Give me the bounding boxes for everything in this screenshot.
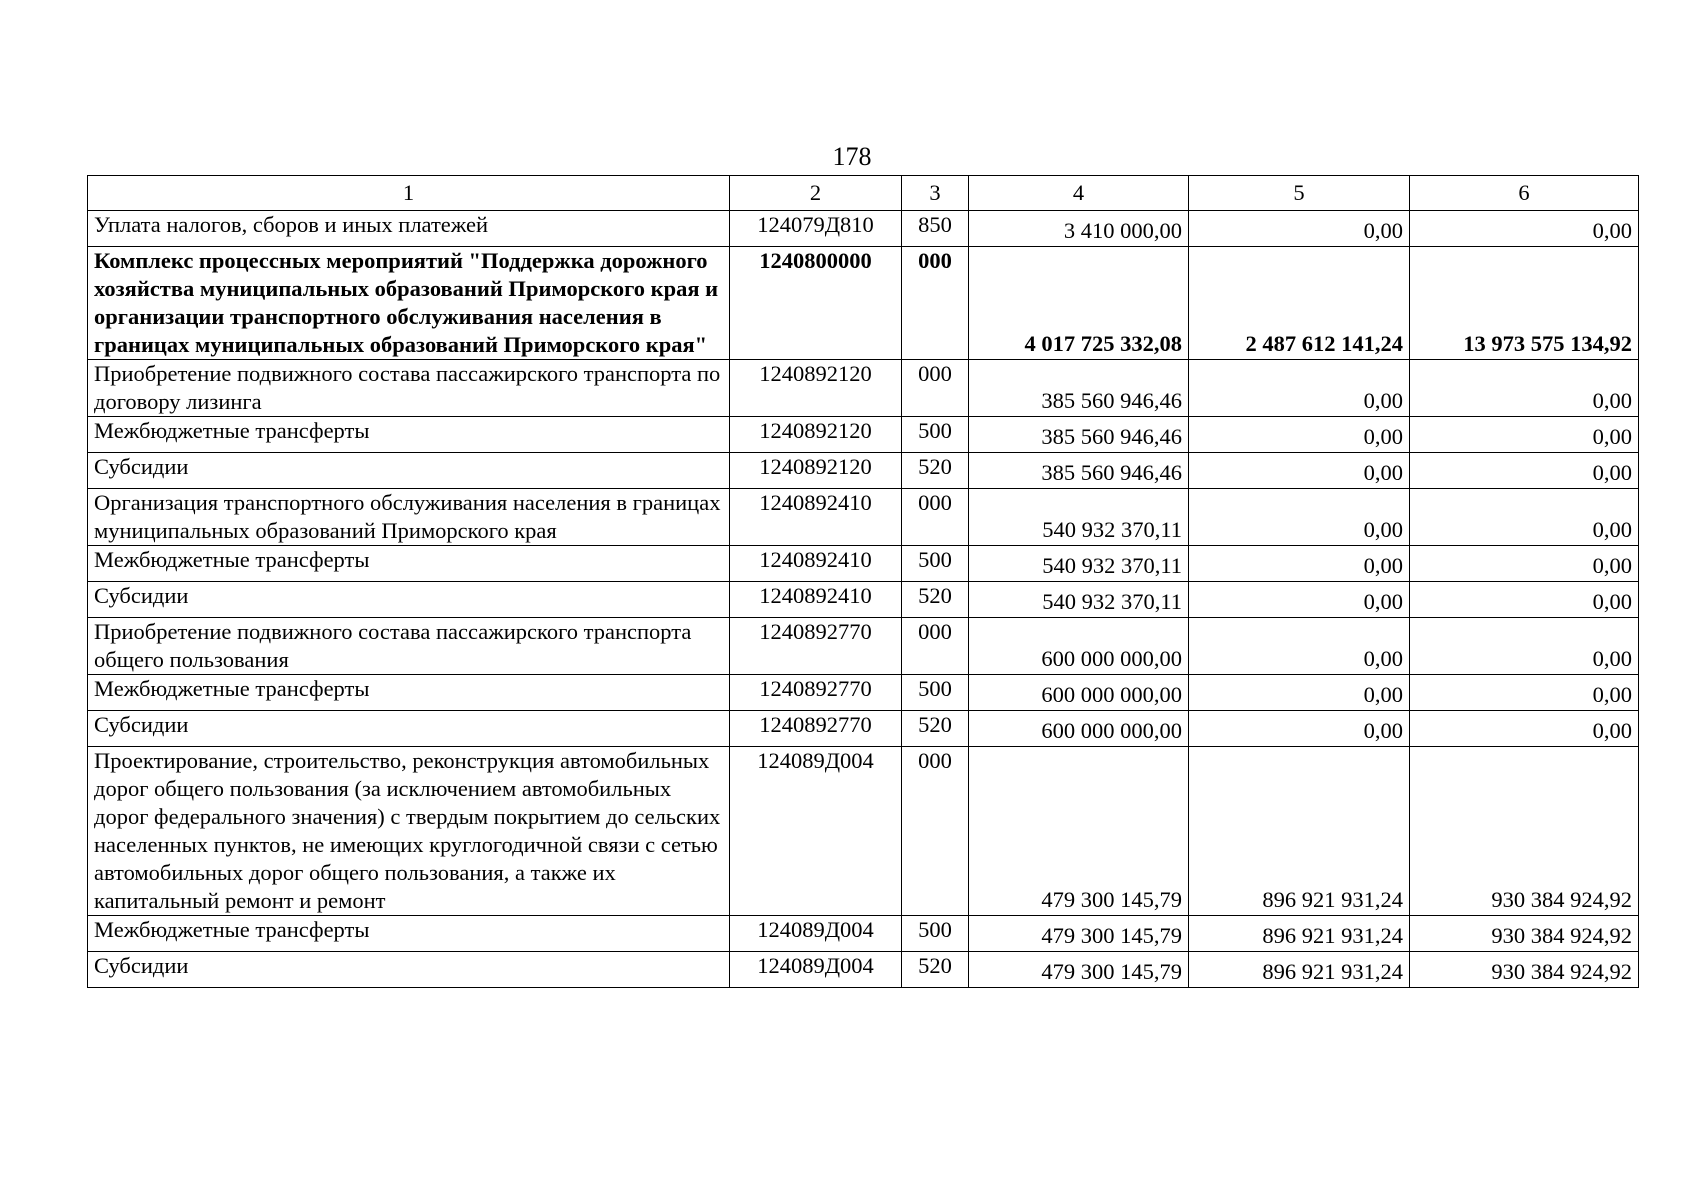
table-row [88, 747, 1639, 916]
row-expense-type: 500 [902, 546, 969, 582]
row-target-code: 124089Д004 [730, 916, 902, 952]
row-name: Межбюджетные трансферты [88, 916, 730, 952]
row-expense-type: 000 [902, 747, 969, 916]
row-name: Уплата налогов, сборов и иных платежей [88, 211, 730, 247]
column-number: 2 [730, 176, 902, 211]
row-name: Комплекс процессных мероприятий "Поддержка дорожного хозяйства муниципальных образований Приморского края и организации транспортного обслуживания населения в границах муниципальных образований Приморского края" [88, 247, 730, 360]
row-amount-col5: 0,00 [1189, 546, 1410, 582]
row-amount-col4: 479 300 145,79 [969, 747, 1189, 916]
row-amount-col5: 896 921 931,24 [1189, 747, 1410, 916]
row-amount-col6: 0,00 [1410, 489, 1639, 546]
row-amount-col6: 0,00 [1410, 360, 1639, 417]
row-expense-type: 500 [902, 916, 969, 952]
row-name: Проектирование, строительство, реконструкция автомобильных дорог общего пользования (за исключением автомобильных дорог федерального значения) с твердым покрытием до сельских населенных пунктов, не имеющих круглогодичной связи с сетью автомобильных дорог общего пользования, а также их капитальный ремонт и ремонт [88, 747, 730, 916]
column-number: 4 [969, 176, 1189, 211]
row-amount-col6: 930 384 924,92 [1410, 916, 1639, 952]
row-amount-col6: 0,00 [1410, 211, 1639, 247]
row-amount-col4: 385 560 946,46 [969, 453, 1189, 489]
row-amount-col5: 0,00 [1189, 675, 1410, 711]
row-amount-col5: 0,00 [1189, 711, 1410, 747]
row-target-code: 1240892120 [730, 417, 902, 453]
row-amount-col4: 540 932 370,11 [969, 546, 1189, 582]
row-target-code: 1240892410 [730, 582, 902, 618]
row-expense-type: 000 [902, 360, 969, 417]
row-amount-col4: 3 410 000,00 [969, 211, 1189, 247]
row-name: Субсидии [88, 453, 730, 489]
row-name: Организация транспортного обслуживания населения в границах муниципальных образований Приморского края [88, 489, 730, 546]
row-target-code: 1240892410 [730, 546, 902, 582]
row-expense-type: 850 [902, 211, 969, 247]
row-target-code: 124079Д810 [730, 211, 902, 247]
table-row [88, 453, 1639, 489]
row-amount-col5: 0,00 [1189, 417, 1410, 453]
row-amount-col5: 0,00 [1189, 453, 1410, 489]
row-amount-col5: 0,00 [1189, 360, 1410, 417]
column-number-row [88, 176, 1639, 211]
row-target-code: 1240892120 [730, 453, 902, 489]
table-row [88, 618, 1639, 675]
column-number: 3 [902, 176, 969, 211]
row-name: Субсидии [88, 711, 730, 747]
table-row [88, 417, 1639, 453]
row-amount-col5: 0,00 [1189, 582, 1410, 618]
row-amount-col5: 2 487 612 141,24 [1189, 247, 1410, 360]
row-amount-col6: 930 384 924,92 [1410, 952, 1639, 988]
row-amount-col6: 0,00 [1410, 453, 1639, 489]
row-expense-type: 520 [902, 952, 969, 988]
row-amount-col4: 540 932 370,11 [969, 582, 1189, 618]
row-amount-col4: 4 017 725 332,08 [969, 247, 1189, 360]
table-row [88, 675, 1639, 711]
row-amount-col4: 385 560 946,46 [969, 417, 1189, 453]
row-amount-col4: 385 560 946,46 [969, 360, 1189, 417]
row-target-code: 124089Д004 [730, 747, 902, 916]
table-row [88, 360, 1639, 417]
row-name: Межбюджетные трансферты [88, 417, 730, 453]
row-amount-col6: 0,00 [1410, 417, 1639, 453]
row-target-code: 1240892410 [730, 489, 902, 546]
row-amount-col6: 13 973 575 134,92 [1410, 247, 1639, 360]
table-row [88, 489, 1639, 546]
row-expense-type: 000 [902, 489, 969, 546]
row-amount-col6: 930 384 924,92 [1410, 747, 1639, 916]
row-expense-type: 000 [902, 618, 969, 675]
row-amount-col6: 0,00 [1410, 546, 1639, 582]
row-amount-col4: 600 000 000,00 [969, 675, 1189, 711]
row-name: Межбюджетные трансферты [88, 546, 730, 582]
budget-table [87, 175, 1639, 988]
table-row [88, 211, 1639, 247]
row-amount-col6: 0,00 [1410, 711, 1639, 747]
row-expense-type: 000 [902, 247, 969, 360]
row-target-code: 1240892120 [730, 360, 902, 417]
row-target-code: 1240892770 [730, 618, 902, 675]
row-amount-col5: 0,00 [1189, 489, 1410, 546]
row-amount-col4: 600 000 000,00 [969, 618, 1189, 675]
row-amount-col4: 479 300 145,79 [969, 916, 1189, 952]
table-row [88, 952, 1639, 988]
row-amount-col6: 0,00 [1410, 618, 1639, 675]
row-target-code: 1240892770 [730, 711, 902, 747]
row-amount-col4: 600 000 000,00 [969, 711, 1189, 747]
row-name: Субсидии [88, 582, 730, 618]
table-row [88, 546, 1639, 582]
row-amount-col6: 0,00 [1410, 675, 1639, 711]
column-number: 6 [1410, 176, 1639, 211]
row-name: Приобретение подвижного состава пассажирского транспорта общего пользования [88, 618, 730, 675]
row-expense-type: 520 [902, 711, 969, 747]
row-name: Межбюджетные трансферты [88, 675, 730, 711]
row-name: Субсидии [88, 952, 730, 988]
row-target-code: 1240800000 [730, 247, 902, 360]
row-amount-col5: 896 921 931,24 [1189, 916, 1410, 952]
row-expense-type: 520 [902, 453, 969, 489]
row-amount-col6: 0,00 [1410, 582, 1639, 618]
row-name: Приобретение подвижного состава пассажирского транспорта по договору лизинга [88, 360, 730, 417]
table-row [88, 247, 1639, 360]
row-amount-col5: 0,00 [1189, 211, 1410, 247]
column-number: 1 [88, 176, 730, 211]
table-row [88, 916, 1639, 952]
row-amount-col5: 0,00 [1189, 618, 1410, 675]
row-amount-col4: 479 300 145,79 [969, 952, 1189, 988]
row-target-code: 1240892770 [730, 675, 902, 711]
row-expense-type: 500 [902, 675, 969, 711]
row-target-code: 124089Д004 [730, 952, 902, 988]
page-number: 178 [832, 142, 872, 171]
column-number: 5 [1189, 176, 1410, 211]
table-row [88, 711, 1639, 747]
row-expense-type: 500 [902, 417, 969, 453]
row-expense-type: 520 [902, 582, 969, 618]
row-amount-col5: 896 921 931,24 [1189, 952, 1410, 988]
row-amount-col4: 540 932 370,11 [969, 489, 1189, 546]
table-row [88, 582, 1639, 618]
